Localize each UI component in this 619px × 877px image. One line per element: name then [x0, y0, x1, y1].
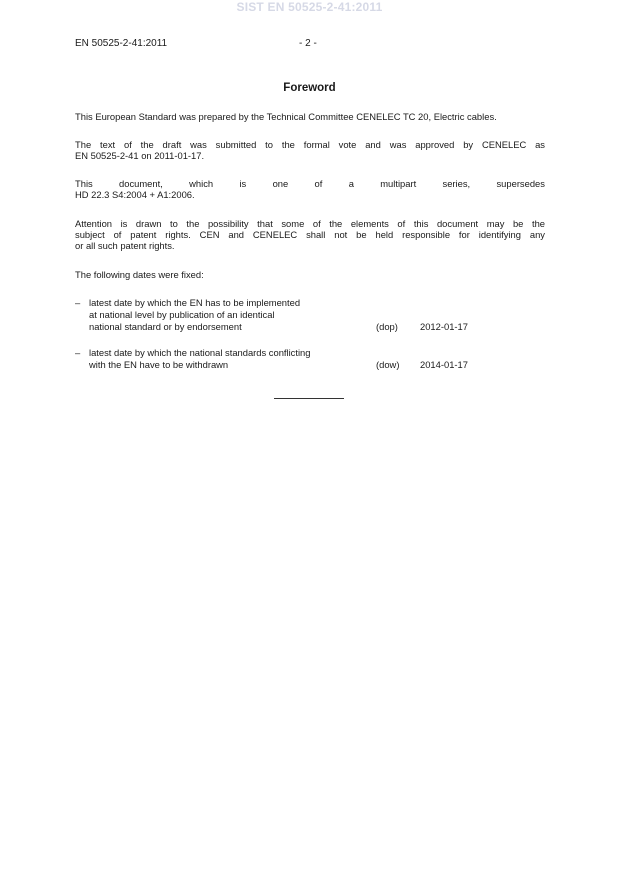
date-abbreviation: (dow)	[376, 359, 400, 370]
list-dash: –	[75, 297, 81, 308]
date-item-description	[89, 297, 379, 333]
description-line: latest date by which the national standards conflicting	[89, 347, 311, 358]
end-rule	[274, 398, 344, 399]
paragraph-approval	[75, 139, 545, 161]
paragraph-supersedes-line-2: HD 22.3 S4:2004 + A1:2006.	[75, 189, 195, 200]
date-abbreviation: (dop)	[376, 321, 398, 332]
word: a	[348, 178, 354, 189]
paragraph-patent-line-1: Attention is drawn to the possibility that some of the elements of this document may be the	[75, 218, 545, 229]
date-item-dow	[75, 347, 545, 375]
word: series,	[442, 178, 471, 189]
paragraph-approval-line-1: The text of the draft was submitted to the formal vote and was approved by CENELEC as	[75, 139, 545, 150]
paragraph-patent-rights	[75, 218, 545, 251]
paragraph-supersedes-line-1	[75, 178, 545, 189]
date-item-dop	[75, 297, 545, 337]
header-page-number: - 2 -	[299, 38, 317, 49]
paragraph-patent-line-3: or all such patent rights.	[75, 240, 175, 251]
word: This	[75, 178, 93, 189]
description-line: national standard or by endorsement	[89, 321, 242, 332]
date-item-description	[89, 347, 379, 371]
word: one	[272, 178, 289, 189]
paragraph-approval-line-2: EN 50525-2-41 on 2011-01-17.	[75, 150, 205, 161]
word: which	[189, 178, 214, 189]
watermark: SIST EN 50525-2-41:2011	[236, 0, 383, 14]
paragraph-supersedes	[75, 178, 545, 200]
word: of	[314, 178, 323, 189]
section-title: Foreword	[283, 82, 336, 94]
description-line: at national level by publication of an identical	[89, 309, 275, 320]
header-doc-id: EN 50525-2-41:2011	[75, 38, 168, 49]
paragraph-patent-line-2: subject of patent rights. CEN and CENELEC shall not be held responsible for identifying any	[75, 229, 545, 240]
list-dash: –	[75, 347, 81, 358]
date-value: 2012-01-17	[420, 321, 468, 332]
word: supersedes	[496, 178, 545, 189]
paragraph-dates-intro: The following dates were fixed:	[75, 269, 204, 280]
word: is	[239, 178, 247, 189]
description-line: latest date by which the EN has to be implemented	[89, 297, 301, 308]
date-value: 2014-01-17	[420, 359, 468, 370]
paragraph-preparation: This European Standard was prepared by the Technical Committee CENELEC TC 20, Electric cables.	[75, 111, 497, 122]
word: document,	[119, 178, 163, 189]
description-line: with the EN have to be withdrawn	[89, 359, 229, 370]
word: multipart	[380, 178, 417, 189]
